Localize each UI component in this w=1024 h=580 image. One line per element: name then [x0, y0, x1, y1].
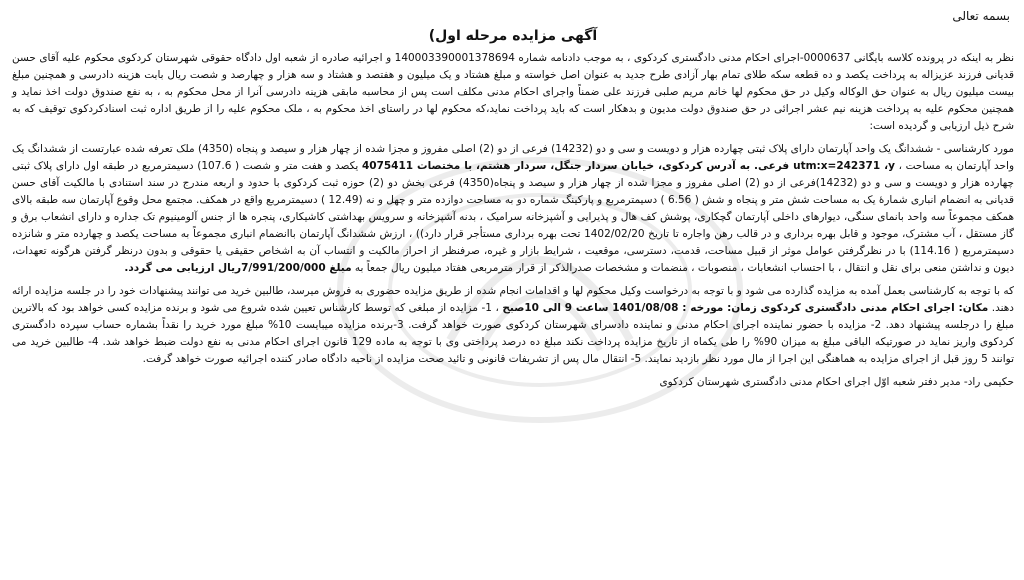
appraisal-price: مبلغ 7/991/200/000ریال ارزیابی می گردد. [124, 262, 352, 274]
auction-conditions-text: ، 1- مزایده از مبلغی که توسط کارشناس تعیین شده شروع می شود و برنده مزایده کسی خواهد بود که بالاترین مبلغ را درجلسه پیشنهاد دهد. 2- مزایده با حضور نماینده اجرای احکام مدنی و نماینده دادسرای شهرستان کردکوی صورت خواهد گرفت. 3-برنده مزایده میبایست 10% مبلغ مورد خرید را نقداً بشماره حساب سپرده دادگستری کردکوی واریز نماید در صورتیکه الباقی مبلغ به میزان 90% را طی یکماه از تاریخ مزایده پرداخت نکند مبلغ ده درصد پرداختی وی با توجه به ماده 129 قانون اجرای احکام مدنی به نفع دولت ضبط خواهد شد. 4- طالبین خرید می توانند 5 روز قبل از اجرای مزایده به هماهنگی این اجرا از مال مورد نظر بازدید نمایند. 5- انتقال مال پس از تشریفات قانونی و تائید صحت مزایده از ناحیه دادگاه صادر کننده اجرائیه صورت خواهد گرفت. [12, 302, 1014, 365]
case-intro-text: نظر به اینکه در پرونده کلاسه بایگانی 0000637-اجرای احکام مدنی دادگستری کردکوی ، به موجب دادنامه شماره 140003390001378694 و اجرائیه صادره از شعبه اول دادگاه حقوقی شهرستان کردکوی محکوم علیه آقای حسن قدیانی فرزند عزیزاله به پرداخت یکصد و ده قطعه سکه طلای تمام بهار آزادی طرح جدید به عنوان اصل خواسته و مبلغ هشتاد و یک میلیون و هفتصد و هشتاد و سه هزار و چهارصد و شصت ریال بابت هزینه دادرسی و همچنین مبلغ بیست میلیون ریال به عنوان حق الوکاله وکیل در حق محکوم لها خانم مریم صلبی فرزند علی ضمناً واجرای احکام مدنی مکلف است پس از محاسبه مابقی هزینه دادرسی آنرا از محل محکوم به ، به نفع صندوق دولت اخذ نماید و همچنین محکوم علیه به پرداخت هزینه نیم عشر اجرائی در حق صندوق دولت مدیون و بدهکار است که باید پرداخت نماید،که محکوم لها در راستای اخذ محکوم به ، ملک محکوم علیه را از طریق اداره ثبت اسنادکردکوی توقیف که به شرح ذیل ارزیابی و گردیده است: [12, 52, 1015, 132]
case-intro-paragraph [12, 50, 1014, 135]
signature-line: حکیمی راد- مدیر دفتر شعبه اوّل اجرای احکام مدنی دادگستری شهرستان کردکوی [659, 376, 1014, 388]
auction-terms-paragraph [12, 283, 1014, 368]
property-description-paragraph [12, 141, 1014, 277]
property-address: فرعی. به آدرس کردکوی، خیابان سردار جنگل، سردار هشتم، با مختصات 4075411 [361, 160, 794, 172]
auction-intro-text: که با توجه به کارشناسی بعمل آمده به مزایده گذارده می شود و با توجه به درخواست وکیل محکوم لها و اقدامات انجام شده از طریق مزایده حضوری به فروش میرسد، طالبین خرید می توانند پیشنهادات خود را در جلسه مزایده ارائه دهند. [12, 285, 1014, 314]
property-coordinates: utm:x=242371 ،y [793, 160, 895, 172]
page-title: آگهی مزایده مرحله اول) [428, 28, 598, 44]
property-description-text: مورد کارشناسی - ششدانگ یک واحد آپارتمان دارای پلاک ثبتی چهارده هزار و دویست و سی و دو (14232) فرعی از دو (2) اصلی مفروز و مجزا شده از چهار هزار و سیصد و پنجاه (4350) ملک تعرفه شده عبارتست از ششدانگ یک واحد آپارتمان به مساحت ، [12, 143, 1015, 172]
property-details-text: یکصد و هفت متر و شصت ( 107.6) دسیمترمربع در طبقه اول دارای پلاک ثبتی چهارده هزار و دویست و سی و دو (14232)فرعی از دو (2) اصلی مفروز و مجزا شده از چهار هزار و سیصد و پنجاه(4350) فرعی بخش دو (2) حوزه ثبت کردکوی با حدود و اربعه مندرج در سند استنادی با مالکیت آقای حسن قدیانی به انضمام انباری شمارهٔ یک به مساحت شش متر و پنجاه و شش ( 6.56 ) دسیمترمربع و پارکینگ شماره دو به مساحت دوازده متر و چهل و نه (12.49 ) دسیمترمربع واقع در همکف. مجتمع محل وقوع آپارتمان سه طبقه بالای همکف مجموعاً سه واحد بانمای سنگی، دیوارهای داخلی آپارتمان گچکاری، پوشش کف هال و پذیرایی و آشپزخانه سرامیک ، بدنه آشپزخانه و سرویس بهداشتی کاشیکاری، پنجره ها از جنس آلومینیوم تک جداره و دارای انشعاب برق و گاز مستقل ، آب مشترک، موجود و قابل بهره برداری و در قالب رهن واجاره تا تاریخ 1402/02/20 تحت بهره برداری مستأجر قرار دارد)) ، ارزش ششدانگ آپارتمان باانضمام انباری مجموعاً به مساحت یکصد و چهارده متر و شانزده دسیمترمربع ( 114.16) با در نظرگرفتن عوامل موثر از قبیل مساحت، قدمت، دسترسی، موقعیت ، شرایط بازار و غیره، صرفنظر از احراز مالکیت و انتساب آن به اشخاص حقیقی یا حقوقی و بدون درنظر گرفتن هرگونه تعهدات، دیون و نداشتن منعی برای نقل و انتقال ، با احتساب انشعابات ، منصوبات ، منضمات و مشخصات صدرالذکر از قرار مترمربعی هفتاد میلیون ریال جمعاً به [12, 160, 1014, 274]
bismillah-heading: بسمه تعالی [952, 9, 1010, 23]
auction-place-time: مکان: اجرای احکام مدنی دادگستری کردکوی زمان: مورخه : 1401/08/08 ساعت 9 الی 10صبح [502, 302, 989, 314]
